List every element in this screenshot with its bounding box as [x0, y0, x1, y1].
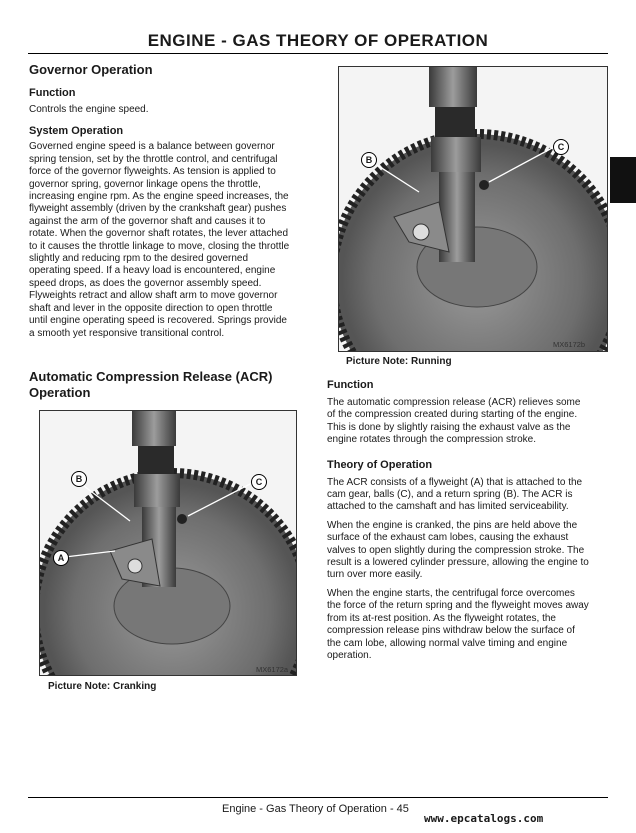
callout-c: C — [553, 139, 569, 155]
text-line: flyweight assembly (driven by the crankshaft gear) pushes — [29, 203, 287, 215]
text-line: speed drops, as does the governor assembly speed. — [29, 277, 262, 289]
text-line: increasing engine rpm. As the engine speed increases, the — [29, 191, 289, 203]
text-line: engine rotates through the compression stroke. — [327, 434, 537, 446]
text-line: compression release pins withdraw below the surface of — [327, 625, 575, 637]
governor-function-heading: Function — [29, 87, 76, 99]
acr-function-text — [327, 397, 612, 447]
text-line: operation. — [327, 649, 372, 661]
acr-heading-block — [29, 369, 319, 401]
acr-theory-heading: Theory of Operation — [327, 458, 433, 471]
text-line: The ACR consists of a flyweight (A) that is attached to the — [327, 476, 583, 488]
figure-cranking-caption: Picture Note: Cranking — [48, 681, 157, 692]
text-line: cam gear, balls (C), and a return spring (B). The ACR is — [327, 489, 573, 501]
text-line: This is done by slightly raising the exhaust valve as the — [327, 421, 571, 433]
text-line: Governed engine speed is a balance between governor — [29, 141, 275, 153]
text-line: result is a lowered cylinder pressure, allowing the engine to — [327, 557, 589, 569]
text-line: The automatic compression release (ACR) relieves some — [327, 397, 581, 408]
text-line: a smooth yet responsive transitional control. — [29, 327, 225, 339]
acr-text-section — [327, 378, 612, 662]
governor-section — [29, 62, 309, 340]
text-line: the force of the return spring and the flyweight moves away — [327, 600, 589, 612]
watermark: www.epcatalogs.com — [424, 812, 544, 825]
text-line: slightly and reducing rpm to the desired governed — [29, 253, 249, 265]
text-line: of the compression created during starting of the engine. — [327, 409, 578, 421]
figure-cranking-photo — [39, 410, 297, 676]
section-tab-marker — [610, 157, 636, 203]
text-line: to it causes the throttle linkage to move, closing the throttle — [29, 240, 290, 252]
acr-heading-line2: Operation — [29, 385, 91, 400]
callout-b: B — [361, 152, 377, 168]
text-line: valves to open slightly during the compression stroke. The — [327, 544, 585, 556]
text-line: surface of the exhaust cam lobes, causing the exhaust — [327, 532, 569, 544]
callout-b: B — [71, 471, 87, 487]
text-line: When the engine is cranked, the pins are held above the — [327, 519, 578, 531]
text-line: attached to the camshaft and has limited serviceability. — [327, 501, 569, 513]
header-rule — [28, 53, 608, 54]
governor-function-text: Controls the engine speed. — [29, 104, 149, 115]
figure-code: MX6172b — [553, 340, 586, 349]
footer-rule — [28, 797, 608, 798]
figure-code: MX6172a — [256, 665, 289, 674]
text-line: force of the governor flyweights. As tension is applied to — [29, 166, 276, 178]
governor-system-text — [29, 141, 309, 340]
text-line: the cam lobe, allowing normal valve timing and engine — [327, 637, 568, 649]
text-line: until engine operating speed is recovered. Springs provide — [29, 315, 287, 327]
text-line: turn over more easily. — [327, 569, 423, 581]
text-line: operating speed. If a heavy load is encountered, engine — [29, 265, 276, 277]
text-line: spring tension, set by the throttle control, and centrifugal — [29, 153, 278, 165]
governor-system-heading: System Operation — [29, 125, 124, 138]
text-line: shaft and lever in the opposite direction to open throttle — [29, 302, 273, 314]
acr-theory-text-2 — [327, 520, 612, 582]
text-line: When the engine starts, the centrifugal force overcomes — [327, 587, 575, 599]
text-line: Flyweights retract and allow shaft arm to move governor — [29, 290, 278, 302]
footer-page-label: Engine - Gas Theory of Operation - 45 — [222, 803, 409, 815]
camshaft-gear-illustration — [40, 411, 296, 675]
acr-theory-text-1 — [327, 477, 612, 514]
callout-c: C — [251, 474, 267, 490]
acr-heading-line1: Automatic Compression Release (ACR) — [29, 369, 273, 384]
figure-running-photo — [338, 66, 608, 352]
camshaft-gear-illustration — [339, 67, 607, 351]
acr-function-heading: Function — [327, 379, 374, 391]
governor-heading: Governor Operation — [29, 62, 153, 77]
page-title: ENGINE - GAS THEORY OF OPERATION — [147, 31, 489, 50]
text-line: governor spring, governor linkage opens the throttle, — [29, 178, 261, 190]
text-line: against the arm of the governor shaft and causes it to — [29, 215, 266, 227]
text-line: from its at-rest position. As the flyweight rotates, the — [327, 612, 556, 624]
figure-running-caption: Picture Note: Running — [346, 356, 452, 367]
acr-theory-text-3 — [327, 588, 612, 662]
text-line: rotate. When the governor shaft rotates, the lever attached — [29, 228, 289, 240]
callout-a: A — [53, 550, 69, 566]
